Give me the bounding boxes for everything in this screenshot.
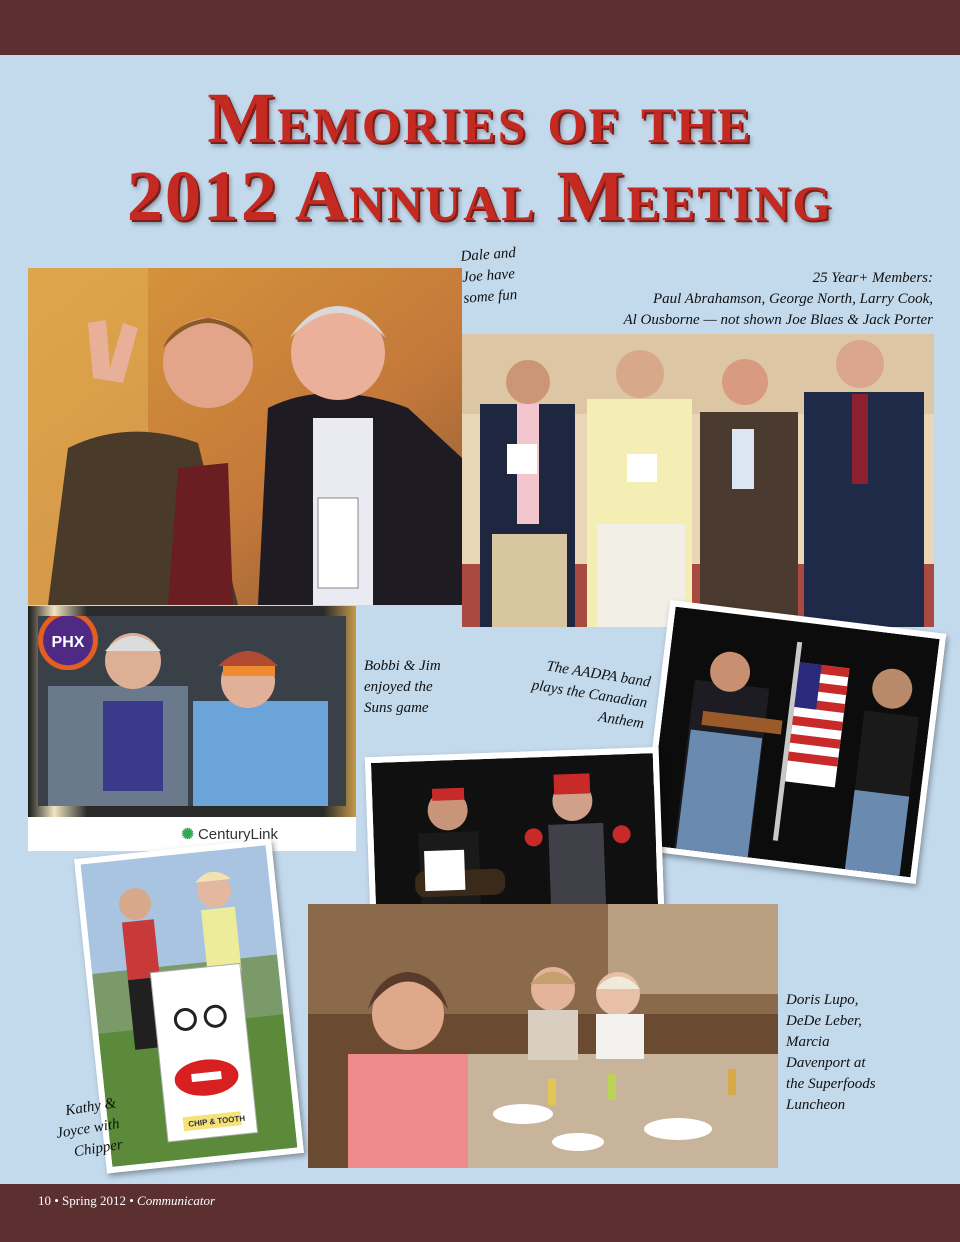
caption-members-line2: Al Ousborne — not shown Joe Blaes & Jack Porter bbox=[623, 312, 933, 328]
caption-bobbi-jim: Bobbi & Jim enjoyed the Suns game bbox=[364, 658, 441, 716]
caption-members-line1: Paul Abrahamson, George North, Larry Cook, bbox=[652, 291, 933, 307]
photo-25-year-members bbox=[462, 334, 934, 627]
caption-luncheon: Doris Lupo, DeDe Leber, Marcia Davenport at the Superfoods Luncheon bbox=[786, 992, 876, 1113]
sign-chip-tooth: CHIP & TOOTH bbox=[187, 1113, 246, 1129]
footer-issue: 10 • Spring 2012 • bbox=[38, 1193, 138, 1208]
photo-dale-joe bbox=[28, 268, 462, 605]
sponsor-label: CenturyLink bbox=[197, 826, 278, 843]
sponsor-mark-icon: ✺ bbox=[181, 826, 194, 843]
page-footer bbox=[38, 1193, 215, 1209]
page-title-line-2: 2012 Annual Meeting bbox=[126, 156, 834, 236]
team-logo: PHX bbox=[38, 616, 98, 670]
photo-luncheon bbox=[308, 904, 778, 1168]
footer-magazine: Communicator bbox=[137, 1193, 216, 1208]
photo-aadpa-band bbox=[640, 600, 947, 884]
caption-kathy-joyce: Kathy & Joyce with Chipper bbox=[55, 1095, 124, 1161]
caption-band: The AADPA band plays the Canadian Anthem bbox=[530, 658, 652, 733]
caption-dale-joe: Dale and Joe have some fun bbox=[460, 244, 518, 307]
top-bar bbox=[0, 0, 960, 55]
photo-bobbi-jim bbox=[28, 606, 356, 851]
page-title-line-1: Memories of the bbox=[207, 78, 753, 158]
caption-members-heading: 25 Year+ Members: bbox=[812, 270, 933, 286]
